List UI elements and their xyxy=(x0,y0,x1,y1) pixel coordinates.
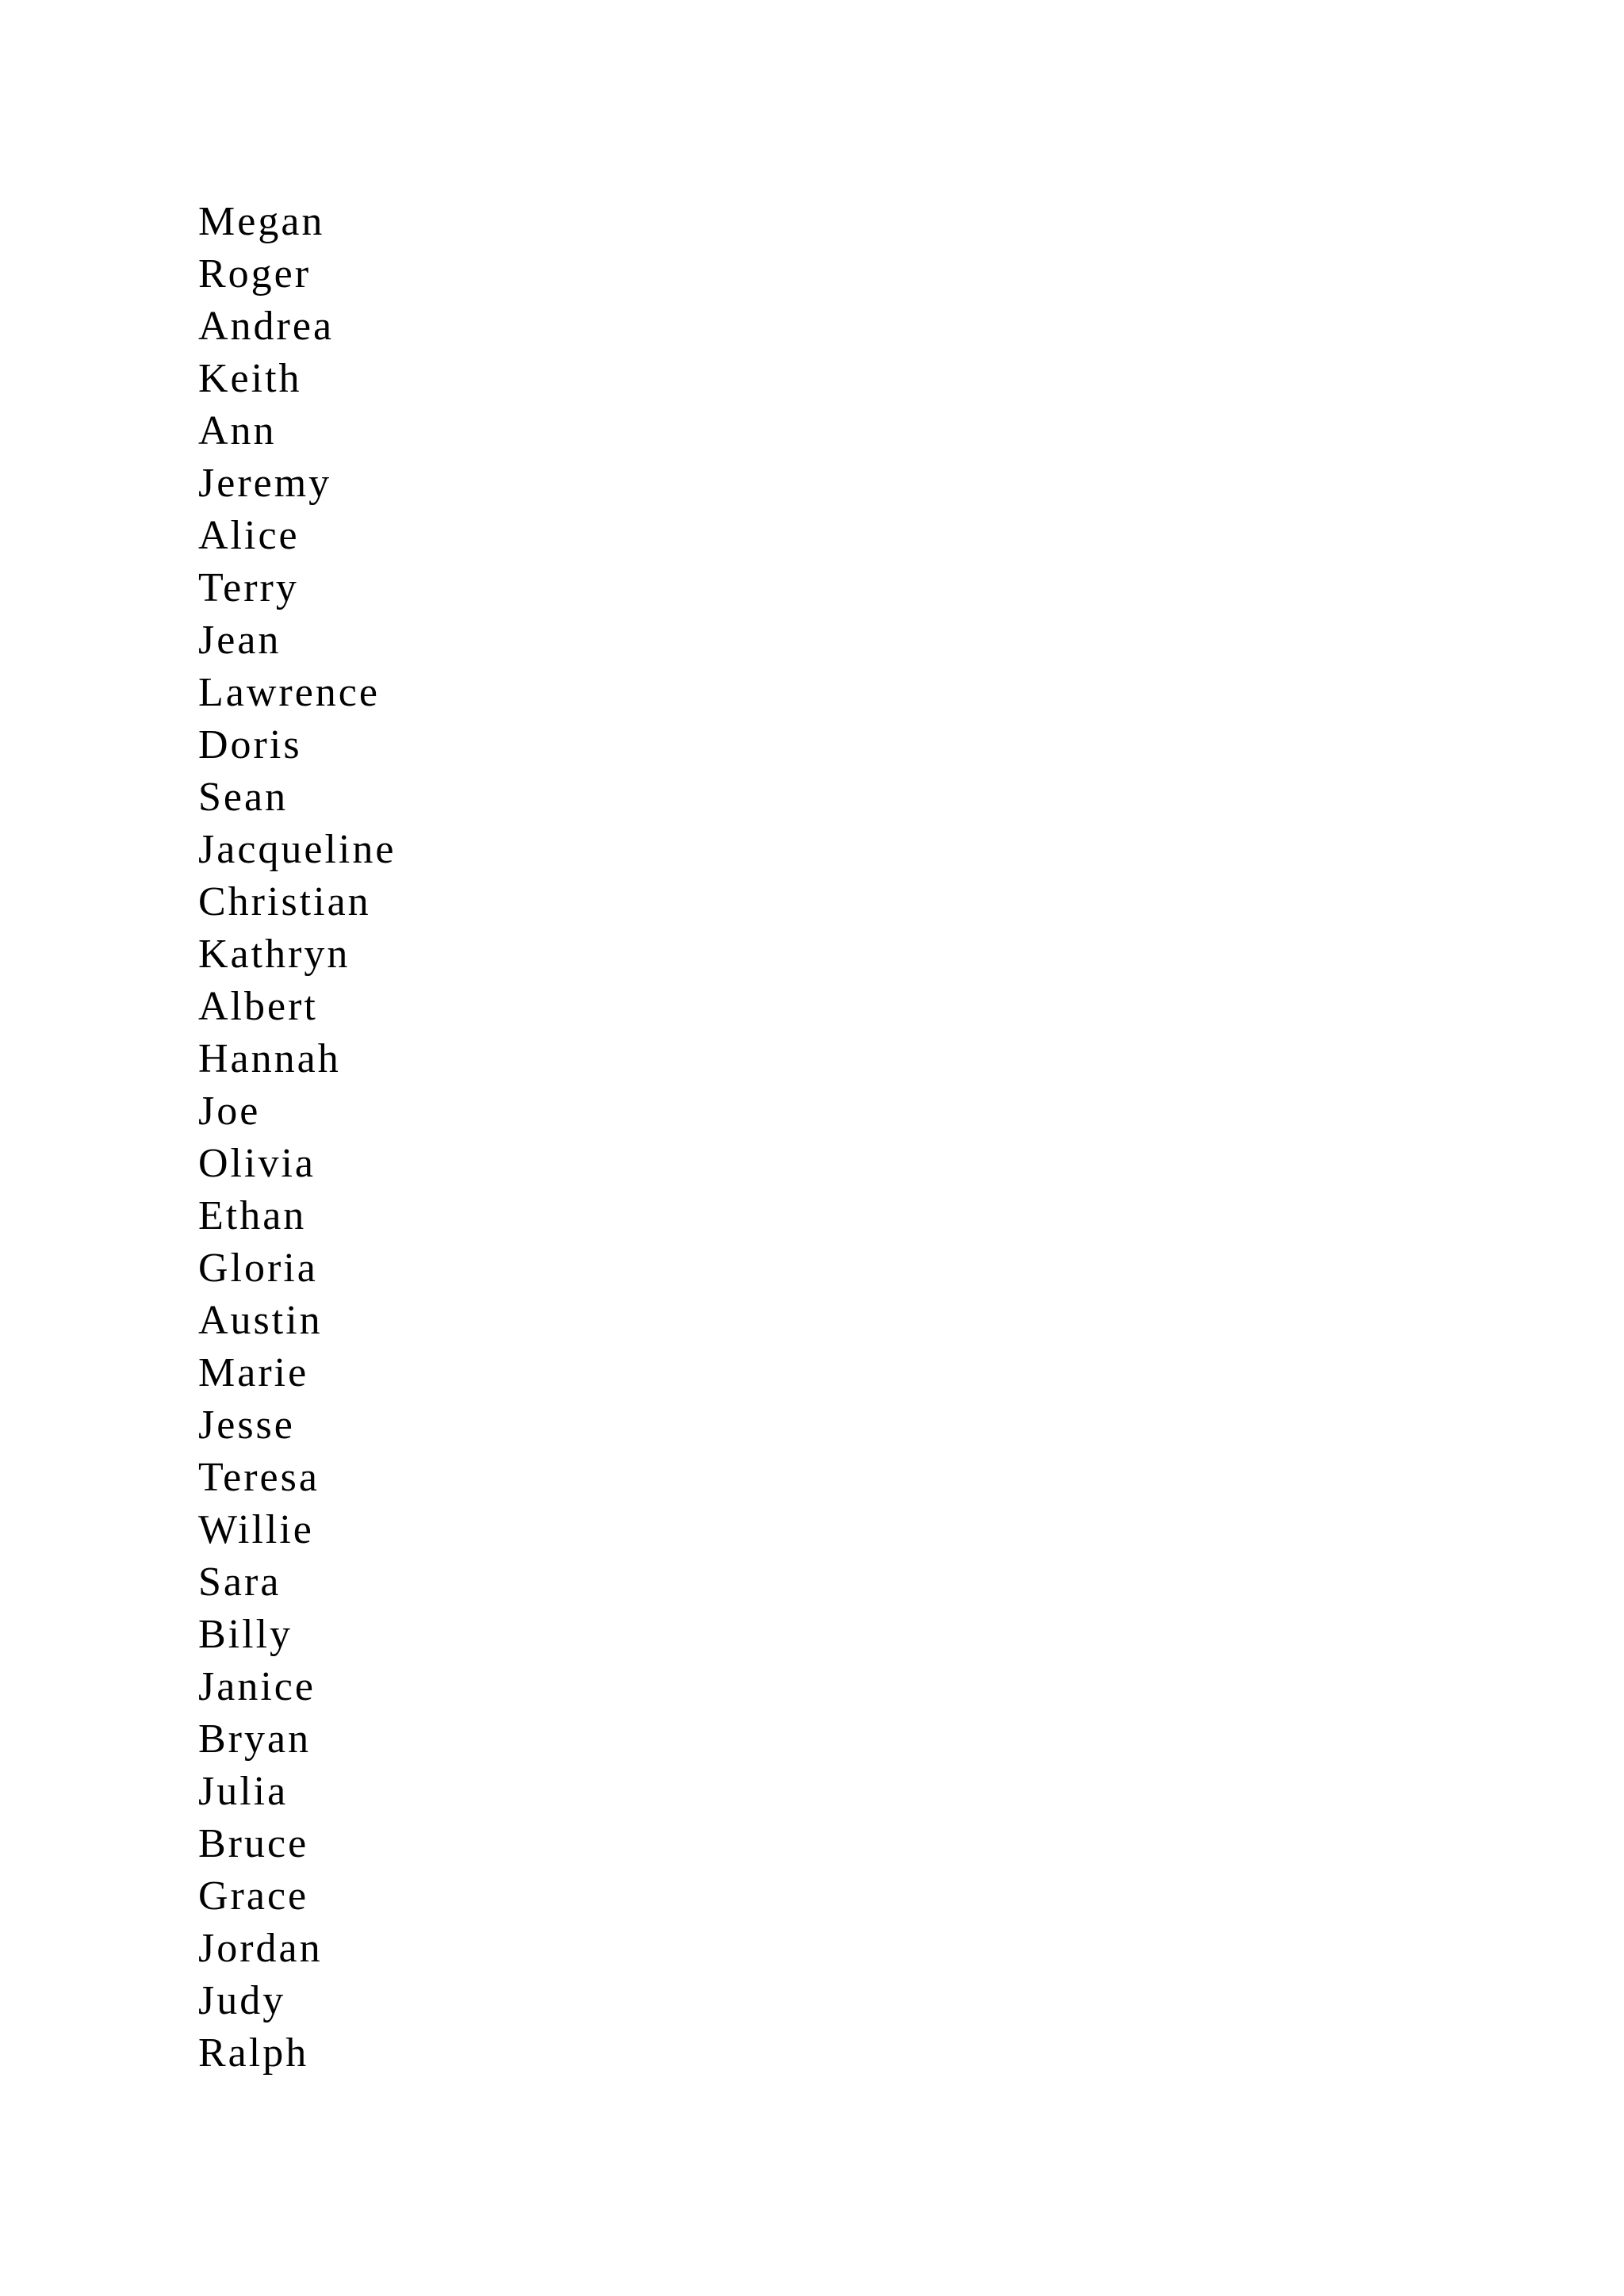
list-item: Billy xyxy=(198,1612,293,1657)
list-item: Jesse xyxy=(198,1402,295,1448)
list-item: Gloria xyxy=(198,1246,318,1291)
list-item: Hannah xyxy=(198,1036,341,1081)
list-item: Teresa xyxy=(198,1455,320,1500)
list-item: Willie xyxy=(198,1507,314,1552)
list-item: Julia xyxy=(198,1769,289,1814)
list-item: Grace xyxy=(198,1873,309,1919)
list-item: Terry xyxy=(198,565,299,610)
list-item: Megan xyxy=(198,199,325,244)
list-item: Jeremy xyxy=(198,461,332,506)
list-item: Ethan xyxy=(198,1193,307,1238)
list-item: Sara xyxy=(198,1559,282,1605)
list-item: Sean xyxy=(198,775,289,820)
list-item: Austin xyxy=(198,1298,323,1343)
list-item: Ralph xyxy=(198,2030,309,2076)
list-item: Jean xyxy=(198,618,282,663)
list-item: Judy xyxy=(198,1978,286,2023)
list-item: Andrea xyxy=(198,304,335,349)
list-item: Kathryn xyxy=(198,932,350,977)
list-item: Ann xyxy=(198,408,277,453)
list-item: Bryan xyxy=(198,1716,312,1762)
list-item: Jacqueline xyxy=(198,827,396,872)
list-item: Christian xyxy=(198,879,371,924)
list-item: Joe xyxy=(198,1089,261,1134)
list-item: Keith xyxy=(198,356,302,401)
list-item: Albert xyxy=(198,984,318,1029)
list-item: Olivia xyxy=(198,1141,316,1186)
list-item: Doris xyxy=(198,722,302,767)
list-item: Lawrence xyxy=(198,670,380,715)
list-item: Janice xyxy=(198,1664,316,1709)
list-item: Bruce xyxy=(198,1821,309,1866)
list-item: Roger xyxy=(198,251,312,297)
name-list xyxy=(198,196,396,2080)
list-item: Alice xyxy=(198,513,300,558)
list-item: Jordan xyxy=(198,1926,323,1971)
list-item: Marie xyxy=(198,1350,309,1395)
